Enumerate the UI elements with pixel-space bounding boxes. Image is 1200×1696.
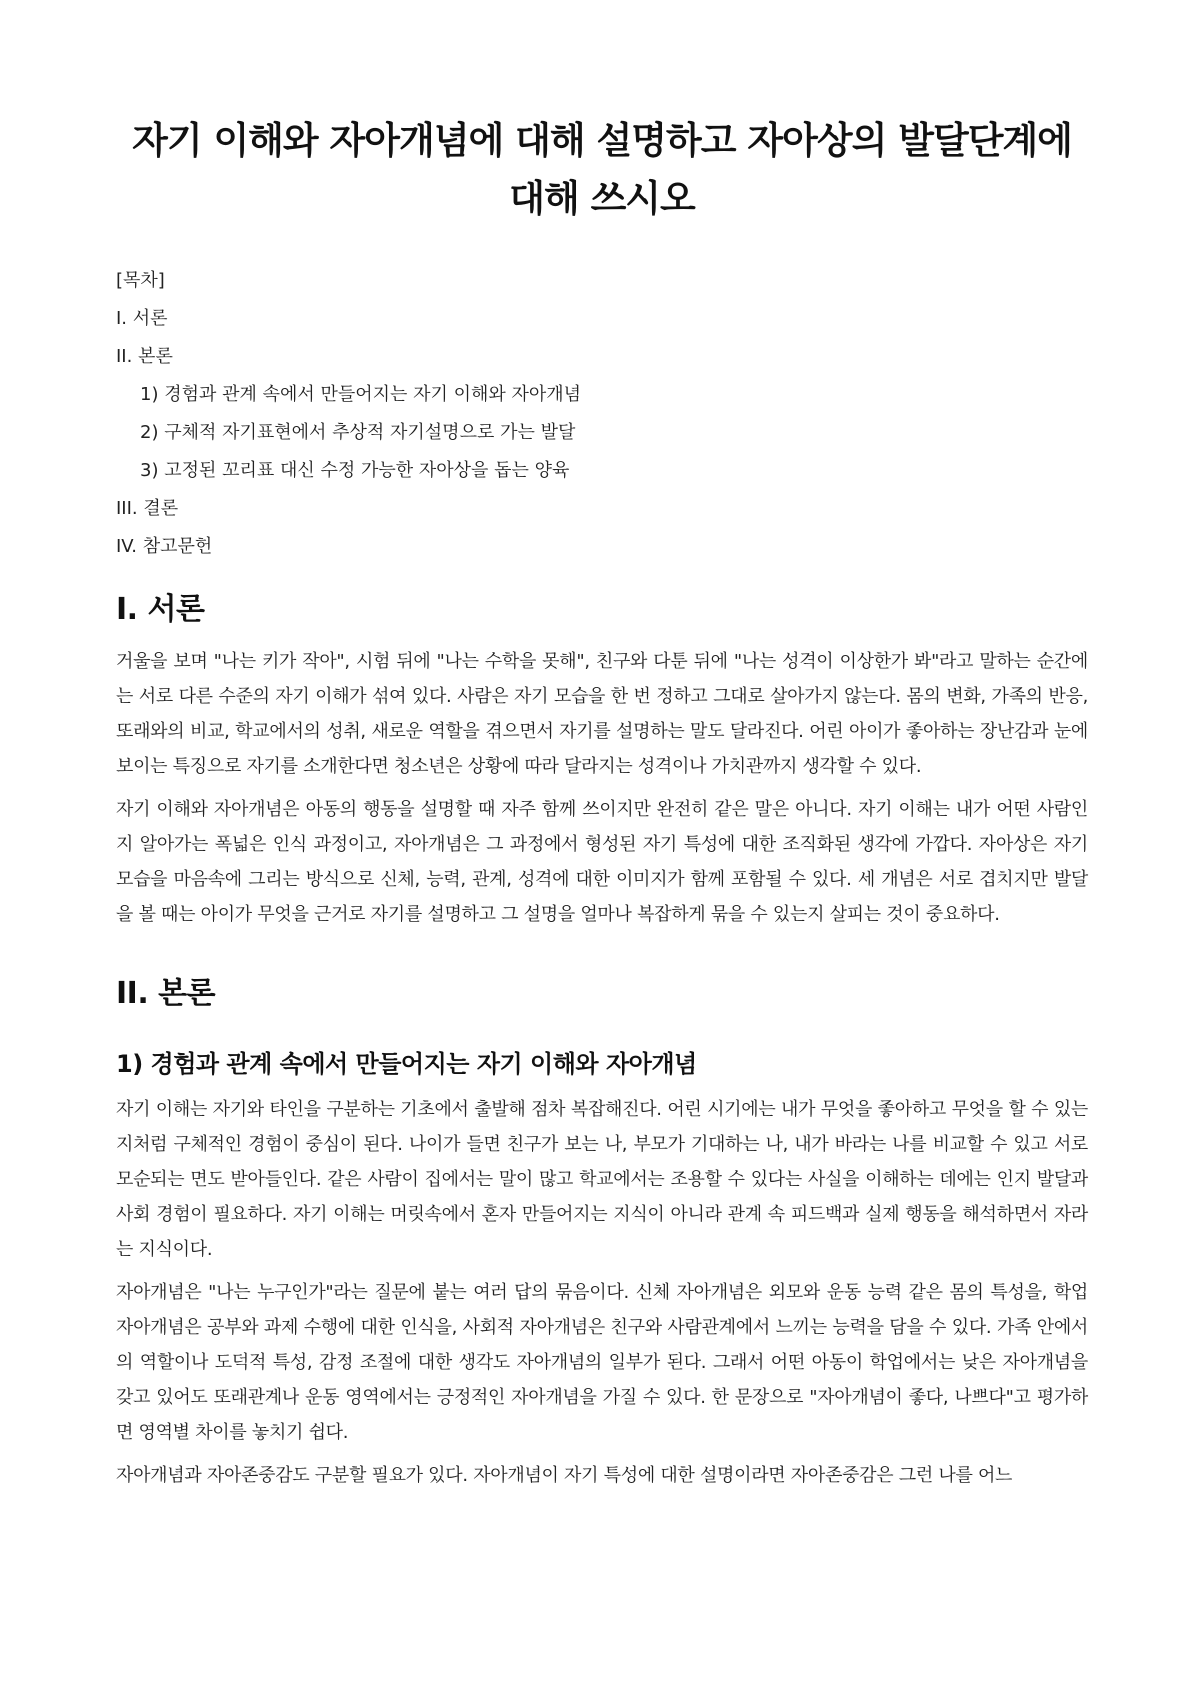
section-spacer xyxy=(116,940,1088,962)
intro-paragraph: 거울을 보며 "나는 키가 작아", 시험 뒤에 "나는 수학을 못해", 친구와 다툰 뒤에 "나는 성격이 이상한가 봐"라고 말하는 순간에는 서로 다른 수준의 자기 이해가 섞여 있다. 사람은 자기 모습을 한 번 정하고 그대로 살아가지 않는다. 몸의 변화, 가족의 반응, 또래와의 비교, 학교에서의 성취, 새로운 역할을 겪으면서 자기를 설명하는 말도 달라진다. 어린 아이가 좋아하는 장난감과 눈에 보이는 특징으로 자기를 소개한다면 청소년은 상황에 따라 달라지는 성격이나 가치관까지 생각할 수 있다. xyxy=(116,651,1088,777)
table-of-contents xyxy=(116,262,1088,566)
toc-item: 3) 고정된 꼬리표 대신 수정 가능한 자아상을 돕는 양육 xyxy=(140,460,570,481)
toc-item: I. 서론 xyxy=(116,308,168,329)
body-sub1-heading: 1) 경험과 관계 속에서 만들어지는 자기 이해와 자아개념 xyxy=(116,1050,697,1078)
toc-item: 2) 구체적 자기표현에서 추상적 자기설명으로 가는 발달 xyxy=(140,422,576,443)
body-paragraph: 자기 이해는 자기와 타인을 구분하는 기초에서 출발해 점차 복잡해진다. 어린 시기에는 내가 무엇을 좋아하고 무엇을 할 수 있는지처럼 구체적인 경험이 중심이 된다. 나이가 들면 친구가 보는 나, 부모가 기대하는 나, 내가 바라는 나를 비교할 수 있고 서로 모순되는 면도 받아들인다. 같은 사람이 집에서는 말이 많고 학교에서는 조용할 수 있다는 사실을 이해하는 데에는 인지 발달과 사회 경험이 필요하다. 자기 이해는 머릿속에서 혼자 만들어지는 지식이 아니라 관계 속 피드백과 실제 행동을 해석하면서 자라는 지식이다. xyxy=(116,1099,1088,1260)
toc-item: III. 결론 xyxy=(116,498,179,519)
intro-heading: I. 서론 xyxy=(116,592,205,627)
toc-item: 1) 경험과 관계 속에서 만들어지는 자기 이해와 자아개념 xyxy=(140,384,582,405)
toc-item: II. 본론 xyxy=(116,346,173,367)
document-title: 자기 이해와 자아개념에 대해 설명하고 자아상의 발달단계에 대해 쓰시오 xyxy=(132,119,1072,220)
body-paragraph: 자아개념과 자아존중감도 구분할 필요가 있다. 자아개념이 자기 특성에 대한 설명이라면 자아존중감은 그런 나를 어느 xyxy=(116,1465,1013,1486)
body-paragraph: 자아개념은 "나는 누구인가"라는 질문에 붙는 여러 답의 묶음이다. 신체 자아개념은 외모와 운동 능력 같은 몸의 특성을, 학업 자아개념은 공부와 과제 수행에 대한 인식을, 사회적 자아개념은 친구와 사람관계에서 느끼는 능력을 담을 수 있다. 가족 안에서의 역할이나 도덕적 특성, 감정 조절에 대한 생각도 자아개념의 일부가 된다. 그래서 어떤 아동이 학업에서는 낮은 자아개념을 갖고 있어도 또래관계나 운동 영역에서는 긍정적인 자아개념을 가질 수 있다. 한 문장으로 "자아개념이 좋다, 나쁘다"고 평가하면 영역별 차이를 놓치기 쉽다. xyxy=(116,1282,1088,1443)
toc-heading: [목차] xyxy=(116,270,165,291)
intro-paragraph: 자기 이해와 자아개념은 아동의 행동을 설명할 때 자주 함께 쓰이지만 완전히 같은 말은 아니다. 자기 이해는 내가 어떤 사람인지 알아가는 폭넓은 인식 과정이고, 자아개념은 그 과정에서 형성된 자기 특성에 대한 조직화된 생각에 가깝다. 자아상은 자기 모습을 마음속에 그리는 방식으로 신체, 능력, 관계, 성격에 대한 이미지가 함께 포함될 수 있다. 세 개념은 서로 겹치지만 발달을 볼 때는 아이가 무엇을 근거로 자기를 설명하고 그 설명을 얼마나 복잡하게 묶을 수 있는지 살피는 것이 중요하다. xyxy=(116,799,1088,925)
body-heading: II. 본론 xyxy=(116,976,216,1011)
toc-item: IV. 참고문헌 xyxy=(116,536,213,557)
